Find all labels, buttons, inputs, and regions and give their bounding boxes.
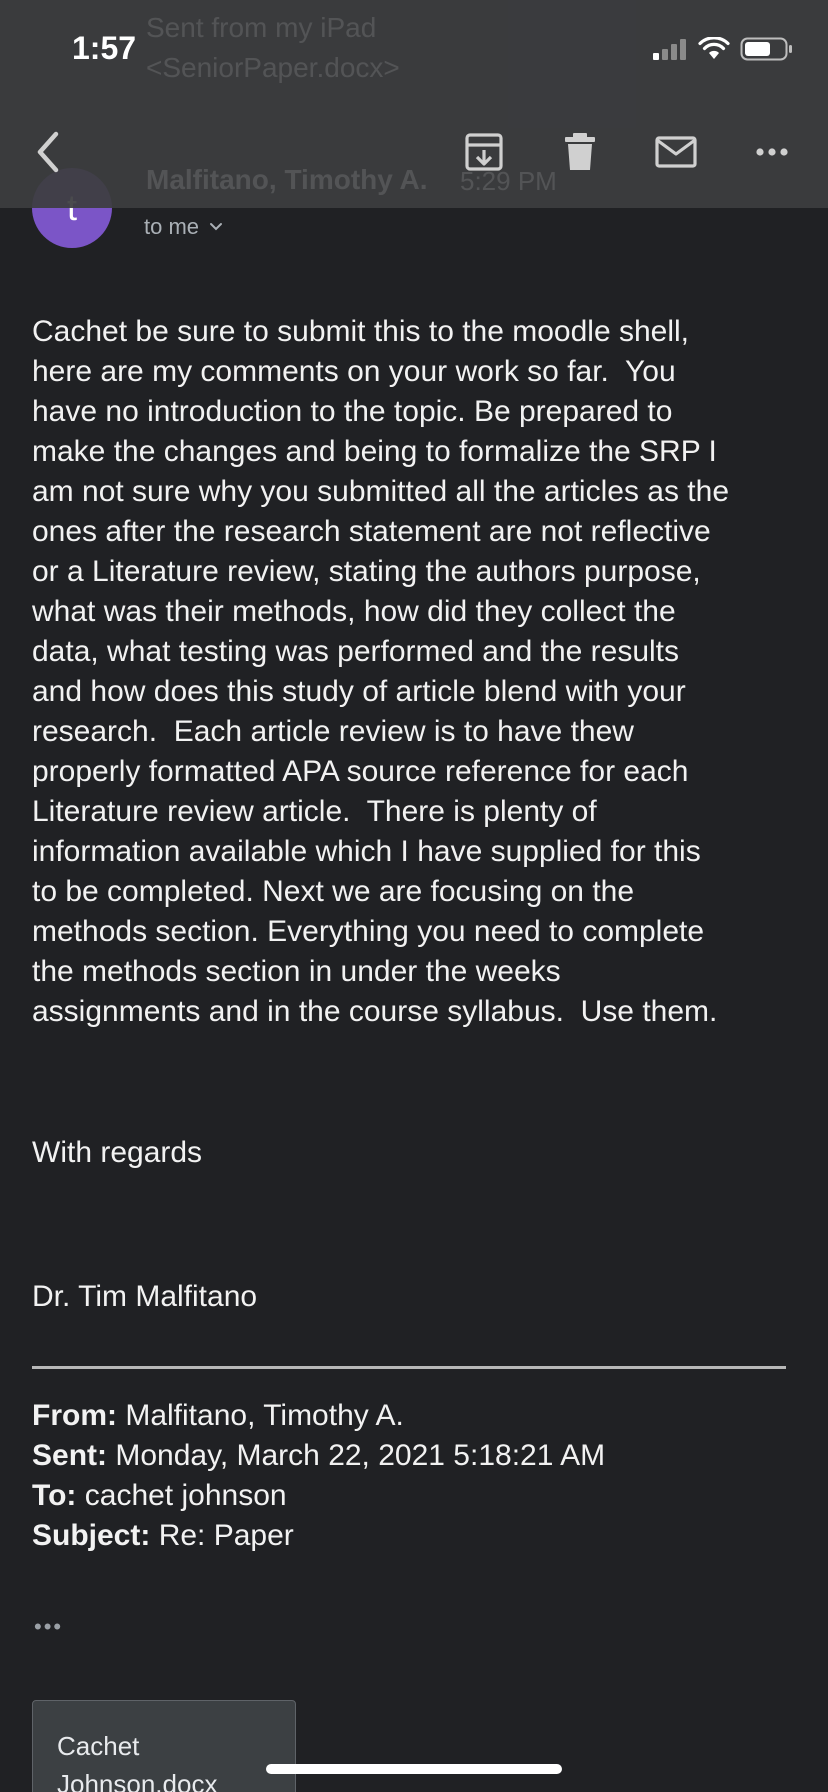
status-time: 1:57 bbox=[72, 30, 137, 66]
closing-text: With regards bbox=[32, 1136, 203, 1169]
cellular-signal-icon bbox=[652, 37, 688, 66]
quote-divider bbox=[32, 1366, 786, 1369]
from-value: Malfitano, Timothy A. bbox=[117, 1399, 404, 1432]
email-body-text: Cachet be sure to submit this to the moodle shell, here are my comments on your work so far. You have no introduction to the topic. Be prepared to make the changes and being to formalize the SRP I am not sure why you submitted all the articles as the ones after the research statement are not reflective or a Literature review, stating the authors purpose, what was their methods, how did they collect the data, what testing was performed and the results and how does this study of article blend with your research. Each article review is to have thew properly formatted APA source reference for each Literature review article. There is plenty of information available which I have supplied for this to be completed. Next we are focusing on the methods section. Everything you need to complete the methods section in under the weeks assignments and in the course syllabus. Use them. bbox=[32, 315, 730, 1028]
chevron-down-icon bbox=[209, 222, 223, 232]
battery-icon bbox=[740, 36, 794, 67]
wifi-icon bbox=[698, 37, 730, 66]
archive-button[interactable] bbox=[460, 128, 508, 176]
signature-text: Dr. Tim Malfitano bbox=[32, 1280, 258, 1313]
chevron-left-icon bbox=[30, 130, 66, 174]
quoted-sent-row bbox=[32, 1436, 605, 1476]
more-horizontal-icon bbox=[755, 147, 789, 157]
mail-icon bbox=[655, 136, 697, 168]
trash-icon bbox=[563, 132, 597, 172]
subject-value: Re: Paper bbox=[150, 1519, 294, 1552]
mark-unread-button[interactable] bbox=[652, 128, 700, 176]
delete-button[interactable] bbox=[556, 128, 604, 176]
home-indicator[interactable] bbox=[266, 1764, 562, 1774]
attachment-card[interactable] bbox=[32, 1700, 296, 1792]
from-label: From: bbox=[32, 1399, 117, 1432]
back-button[interactable] bbox=[24, 128, 72, 176]
quoted-subject-row bbox=[32, 1516, 605, 1556]
scrolled-text-ghost: Sent from my iPad bbox=[146, 12, 377, 43]
to-value: cachet johnson bbox=[76, 1479, 287, 1512]
recipient-details-toggle[interactable] bbox=[144, 214, 223, 240]
quoted-to-row bbox=[32, 1476, 605, 1516]
attachment-filename: Cachet Johnson.docx bbox=[57, 1731, 218, 1792]
sent-value: Monday, March 22, 2021 5:18:21 AM bbox=[107, 1439, 606, 1472]
show-trimmed-content-button[interactable]: ••• bbox=[34, 1614, 64, 1639]
more-options-button[interactable] bbox=[748, 128, 796, 176]
scrolled-sender-ghost: Malfitano, Timothy A. bbox=[146, 164, 428, 195]
subject-label: Subject: bbox=[32, 1519, 151, 1552]
sent-label: Sent: bbox=[32, 1439, 107, 1472]
to-label: To: bbox=[32, 1479, 77, 1512]
top-toolbar bbox=[0, 0, 828, 208]
quoted-message-header bbox=[32, 1396, 605, 1556]
status-icons bbox=[652, 36, 794, 67]
archive-icon bbox=[464, 132, 504, 172]
recipient-label: to me bbox=[144, 214, 200, 239]
scrolled-attachment-ghost: <SeniorPaper.docx> bbox=[146, 52, 400, 83]
quoted-from-row bbox=[32, 1396, 605, 1436]
scrolled-time-ghost: 5:29 PM bbox=[460, 166, 557, 196]
